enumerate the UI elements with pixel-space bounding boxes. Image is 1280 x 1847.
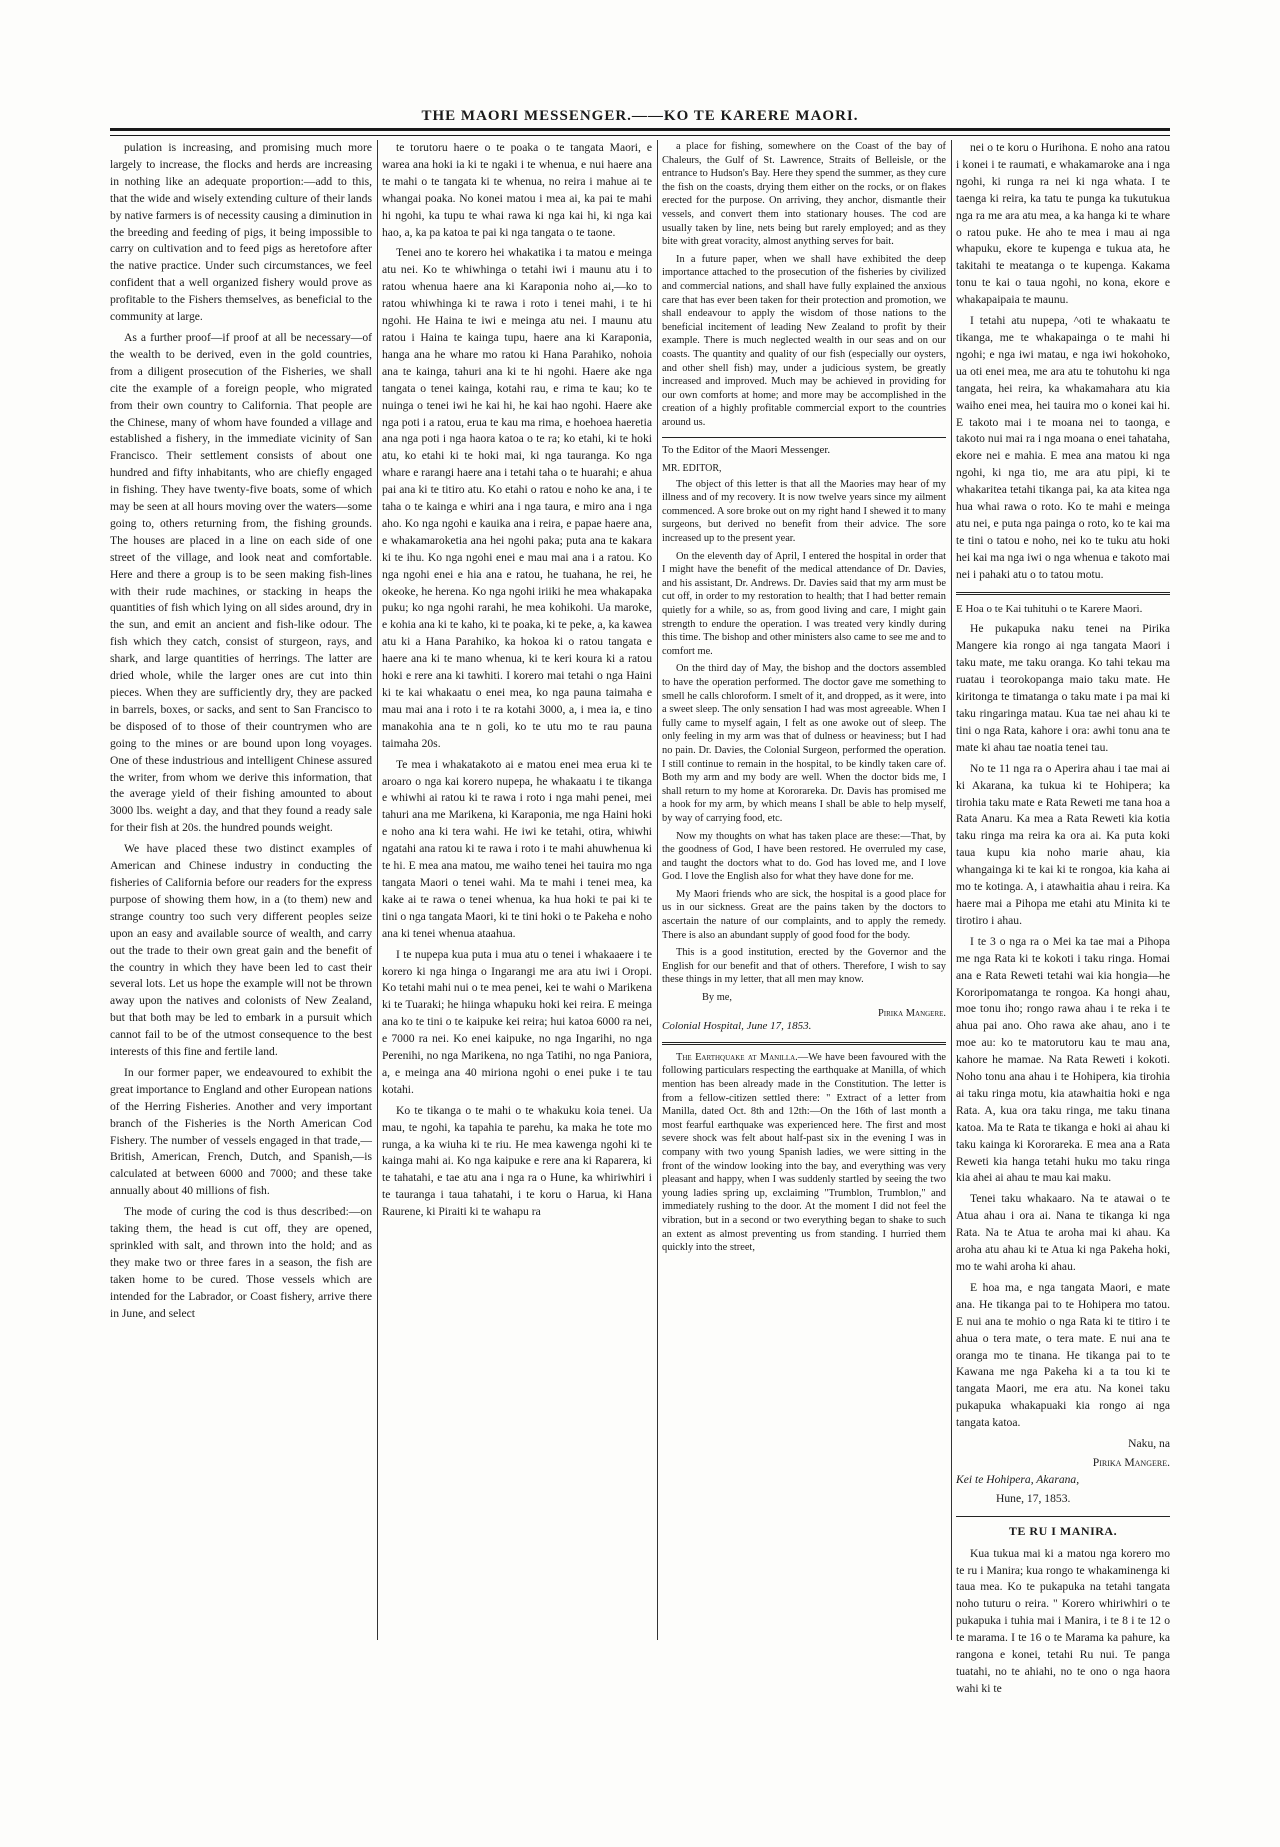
letter-paragraph: This is a good institution, erected by the Governor and the English for our benefit and that of others. Therefore, I wish to say these things in my letter, that all men may know. xyxy=(662,947,946,986)
column-4 xyxy=(956,140,1170,1695)
article-paragraph: The mode of curing the cod is thus described:—on taking them, the head is cut off, they are opened, sprinkled with salt, and thrown into the hold; and as they make two or three fares in a season, the fish are taken home to be cured. Those vessels which are intended for the Labrador, or Coast fishery, arrive there in June, and select xyxy=(110,1205,372,1320)
letter-paragraph: E hoa ma, e nga tangata Maori, e mate ana. He tikanga pai to te Hohipera mo tatou. E nui ana te mohio o nga Rata ki te titiro i te ahua o tera mate, o tera mate. E nui ana te oranga mo te tinana. He tikanga pai to te Kawana me nga Pakeha ki a ta tou ki te tangata Maori, me era atu. Na konei taku pukapuka whakapuaki kia rongo ai nga tangata katoa. xyxy=(956,1280,1170,1430)
letter-paragraph: No te 11 nga ra o Aperira ahau i tae mai ai ki Akarana, ka tukua ki te Hohipera; ka tirohia taku mate e Rata Reweti me tana hoa a Rata Anaru. Ka mea a Rata Reweti kia kotia taku ringa ma reira ka ora ai. Ka puta koki taua kupu kia noho marie ahau, kia whangainga ki te kai ki te rongoa, kia kaha ai mo te kotinga. A, i atawhaitia ahau i reira. Ka haere mai a Pihopa me etahi atu Minita ki te tirotiro i ahau. xyxy=(956,761,1170,927)
letter-paragraph: He pukapuka naku tenei na Pirika Mangere kia rongo ai nga tangata Maori i taku mate, me taku oranga. Ko tahi tekau ma ruatau i teorokopanga maio taku mate. He kiritonga te timatanga o taku mate i pa mai ki taku ringaringa matau. Kua tae nei ahau ki te tini o nga Rata, kahore i ora: awhi tonu ana te mate ki ahau tae noatia tenei tau. xyxy=(956,622,1170,754)
letter-paragraph: Now my thoughts on what has taken place are these:—That, by the goodness of God, I have been restored. He overruled my case, and taught the doctors what to do. God has loved me, and I love God. I love the English also for what they have done for me. xyxy=(662,830,946,883)
article-paragraph: a place for fishing, somewhere on the Coast of the bay of Chaleurs, the Gulf of St. Lawrence, Straits of Belleisle, or the entrance to Hudson's Bay. Here they spend the summer, as they cure the fish on the coasts, drying them either on the rocks, or on flakes erected for the purpose. On arriving, they anchor, dismantle their vessels, and convert them into stationary houses. The cod are usually taken by line, nets being but rarely employed; and as they bite with great voracity, almost anything serves for bait. xyxy=(662,141,946,248)
article-paragraph: As a further proof—if proof at all be necessary—of the wealth to be derived, even in the gold countries, from a diligent prosecution of the Fisheries, we shall cite the example of a foreign people, who migrated from their own country to California. That people are the Chinese, many of whom have founded a village and established a fishery, in the immediate vicinity of San Francisco. Their settlement consists of about one hundred and fifty inhabitants, who are chiefly engaged in fishing. They have twenty-five boats, some of which may be seen at all hours moving over the waters—some going to, others returning from, the fishing grounds. The houses are placed in a line on each side of one street of the village, and look neat and comfortable. Here and there a group is to be seen making fish-lines with their rude machines, or stacking in heaps the quantities of fish which lying on all sides around, dry in the sun, and emit an ancient and fish-like odour. The fish which they catch, consist of sturgeon, rays, and shark, and large quantities of herrings. The latter are dried whole, while the larger ones are cut into thin pieces. When they are sufficiently dry, they are packed in barrels, boxes, or sacks, and sent to San Francisco to be disposed of to those of their countrymen who are going to the mines or are bound upon long voyages. One of these industrious and intelligent Chinese assured the writer, from whom we derive this information, that the average yield of their fishing amounted to about 3000 lbs. weight a day, and that they found a ready sale for their fish at 20s. the hundred pounds weight. xyxy=(110,330,372,835)
letter-paragraph: On the eleventh day of April, I entered the hospital in order that I might have the benefit of the medical attendance of Dr. Davies, and his assistant, Dr. Andrews. Dr. Davies said that my arm must be cut off, in order to my restoration to health; that I had better remain quietly for a while, so as, from good living and care, I might gain strength to endure the operation. I was treated very kindly during this time. The bishop and other ministers also came to see me and to comfort me. xyxy=(662,550,946,657)
ru-article: Kua tukua mai ki a matou nga korero mo te ru i Manira; kua rongo te whakaminenga ki taua mea. Ko te pukapuka na tetahi tangata noho tuturu o reira. " Korero whiriwhiri o te pukapuka i tuhia mai i Manira, i te 8 i te 12 o te marama. I te 16 o te Marama ka pahure, ka rangona e konei, tetahi Ru nui. Te panga tuatahi, no te ahiahi, no te ono o nga haora wahi ki te xyxy=(956,1546,1170,1695)
letter-place-date: Colonial Hospital, June 17, 1853. xyxy=(662,1020,812,1033)
article-paragraph: te torutoru haere o te poaka o te tangata Maori, e warea ana hoki ia ki te ngaki i te whenua, e nui haere ana te mahi o te tangata ki te whenua, no reira i mahue ai te whangai poaka. No konei matou i mea ai, ka pai te mahi hi ngohi, ka tupu te whai rawa ki nga kai hi, ki nga kai hao, a, ka pa katoa te pai ki nga tangata o te taone. xyxy=(382,141,652,239)
signature-place: Kei te Hohipera, Akarana, xyxy=(956,1472,1080,1486)
masthead-title: THE MAORI MESSENGER.——KO TE KARERE MAORI. xyxy=(421,108,859,124)
column-1 xyxy=(110,140,372,1640)
letter-paragraph: On the third day of May, the bishop and the doctors assembled to have the operation performed. The doctor gave me something to smell he calls chloroform. I smelt of it, and dropped, as it were, into a sweet sleep. The only sensation I had was most agreeable. When I fully came to myself again, I felt as one awoke out of sleep. The only feeling in my arm was that of dulness or heaviness; but I had no pain. Dr. Davies, the Colonial Surgeon, performed the operation. I still continue to remain in the hospital, to be kindly taken care of. Both my arm and my body are well. When the doctor bids me, I shall return to my home at Kororareka. Dr. Davis has promised me a hook for my arm, by which means I shall be able to help myself, by way of carrying food, etc. xyxy=(662,663,946,824)
masthead-rule xyxy=(110,128,1170,136)
letter-heading: To the Editor of the Maori Messenger. xyxy=(662,444,831,457)
letter-by-me: By me, xyxy=(702,992,733,1004)
column-divider xyxy=(377,140,378,1640)
column-3 xyxy=(662,140,946,1640)
earthquake-article xyxy=(662,1051,946,1255)
letter-paragraph: I te 3 o nga ra o Mei ka tae mai a Pihopa me nga Rata ki te kokoti i taku ringa. Homai ana e Rata Reweti tetahi wai kia hongia—he Kororipomatanga te rongoa. Ka hongi ahau, moe tonu iho; rongo rawa ahau i te reka i te ahua pai ano. Oho rawa ake ahau, ano i te moe au: ko te matorutoru kau te mau ana, kahore he mamae. Na Rata Reweti i kokoti. Noho tonu ana ahau i te Hohipera, kia tirohia ai taku ringa motu, kia atawhaitia hoki e nga Rata. A, kua ora taku ringa, me taku tinana katoa. Ma te Rata te tikanga e hoki ai ahau ki taku kainga ki Kororareka. E mea ana a Rata Reweti kia hanga tetahi huku mo taku ringa kia ahei ai ahau te mau kai maku. xyxy=(956,934,1170,1185)
article-paragraph: I tetahi atu nupepa, ^oti te whakaatu te tikanga, me te whakapainga o te mahi hi ngohi; e nga iwi matau, e nga iwi hokohoko, ua oti enei mea, me ara atu te tohutohu ki nga tangata, hei reira, ka whakamahara atu kia waiho enei mea, hei tauira mo o konei kai hi. E takoto mai i te moana nei to taonga, e takoto nui mai ra i nga moana o enei tahataha, ekore nei e mahia. E mea ana matou ki nga ngohi, ki nga tio, me ara atu pipi, ki te whakaritea tetahi tikanga pai, ka ata kitea nga hua whai rawa o roto. Ko te mahi e meinga atu nei, e puta nga painga o roto, ko te kai ma te tini o tatou e noho, nei ko te tuku atu hoki hei kai ma nga iwi o nga whenua e takoto mai nei i pahaki atu o to tatou motu. xyxy=(956,314,1170,581)
column-divider xyxy=(657,140,658,1640)
column-2 xyxy=(382,140,652,1640)
letter-heading-maori: E Hoa o te Kai tuhituhi o te Karere Maori. xyxy=(956,602,1143,615)
ru-heading: TE RU I MANIRA. xyxy=(1008,1523,1118,1538)
letter-paragraph: The object of this letter is that all the Maories may hear of my illness and of my recovery. It is now twelve years since my ailment commenced. A sore broke out on my right hand I shewed it to many surgeons, but derived no benefit from their advice. The sore increased up to the present year. xyxy=(662,478,946,545)
signature-name: Pirika Mangere. xyxy=(1092,1455,1170,1469)
article-paragraph: In our former paper, we endeavoured to exhibit the great importance to England and other European nations of the Herring Fisheries. Another and very important branch of the Fisheries is the North American Cod Fishery. The number of vessels engaged in that trade,—British, American, French, Dutch, and Spanish,—is calculated at between 6000 and 7000; and these take annually about 40 millions of fish. xyxy=(110,1065,372,1198)
earthquake-text: —We have been favoured with the following particulars respecting the earthquake at Manilla, of which mention has been already made in the Constitution. The letter is from a fellow-citizen settled there: " Extract of a letter from Manilla, dated Oct. 8th and 12th:—On the 16th of last month a most fearful earthquake was experienced here. The first and most severe shock was felt about half-past six in the evening I was in company with two young Spanish ladies, we were sitting in the front of the window looking into the bay, and everything was very pleasant and happy, when I was suddenly startled by seeing the two young ladies spring up, exclaiming "Trumblon, Trumblon," and immediately rushing to the door. At the moment I did not feel the vibration, but in a second or two everything began to shake to such an extent as almost preventing us from standing. I hurried them quickly into the street, xyxy=(662,1051,946,1254)
section-rule xyxy=(956,592,1170,595)
article-paragraph: In a future paper, when we shall have exhibited the deep importance attached to the prosecution of the fisheries by civilized and commercial nations, and shall have fully explained the anxious care that has ever been taken for their protection and promotion, we shall endeavour to apply the wisdom of those nations to the beneficial incitement of leading New Zealand to profit by their example. There is much neglected wealth in our seas and on our coasts. The quantity and quality of our fish (especially our oysters, and other shell fish) may, under a judicious system, be greatly increased and improved. Much may be achieved in providing for our own comforts at home; and more may be accomplished in the creation of a highly profitable commercial export to the countries around us. xyxy=(662,253,946,428)
section-rule xyxy=(662,437,946,438)
section-rule xyxy=(956,1516,1170,1517)
letter-paragraph: Tenei taku whakaaro. Na te atawai o te Atua ahau i ora ai. Nana te tikanga ki nga Rata. Na te Atua te aroha mai ki ahau. Ka aroha atu ahau ki te Atua ki nga Pakeha hoki, mo te wahi aroha ki ahau. xyxy=(956,1192,1170,1273)
article-paragraph: pulation is increasing, and promising much more largely to increase, the flocks and herds are increasing in nothing like an adequate proportion:—add to this, that the wide and wisely extending culture of their lands by native farmers is of necessity causing a diminution in the breeding and feeding of pigs, it being impossible to carry on cultivation and to feed pigs as heretofore after the native practice. Under such circumstances, we feel confident that a well organized fishery would prove as profitable to the Fishers themselves, as beneficial to the community at large. xyxy=(110,141,372,324)
article-paragraph: Tenei ano te korero hei whakatika i ta matou e meinga atu nei. Ko te whiwhinga o tetahi iwi i maunu atu i to ratou whenua haere ana ki Karaponia noho ai,—ko to ratou whiwhinga ki te rawa i roto i tenei mahi, i te hi ngohi. He Haina te iwi e meinga atu nei. I maunu atu ratou i Haina te kainga tupu, haere ana ki Karaponia, hanga ana he whare mo ratou ki Hana Parahiko, nohoia ana te kainga, tahuri ana ki te hi ngohi. Haere ake nga tangata o tenei kainga, kotahi rau, e rima te kau; ko te nuinga o tenei iwi he kai hi, he kai hao ngohi. Haere ake nga poti i a ratou, erua te kau ma rima, e hoehoea haeretia ana nga poti i nga haora katoa o te ra; ko etahi, ki te hoki atu, ko etahi ki te hoki mai, ki nga tauranga. Ko nga whare e rarangi haere ana i tetahi taha o te huarahi; e ahua pai ana ki te titiro atu. Ko etahi o ratou e noho ke ana, i te taha o te kainga e whiri ana i nga taura, e miro ana i nga aho. Ko nga ngohi e kauika ana i reira, e papae haere ana, e whakamaroketia ana hei ngohi paka; puta ana te kakara ki te ihu. Ko nga ngohi enei e mau mai ana i a ratou. Ko nga ngohi enei e hia ana e ratou, he tuahana, he rei, he okeoke, he herena. Ko nga ngohi iriiki he mea whakapaka puku; ko nga ngohi rarahi, he mea kohikohi. Ua maroke, e kohia ana ki te kaho, ki te poaka, ki te peke, a, ka kawea atu ki a Hana Parahiko, ka hokoa ki o ratou tangata e haere ana ki te mano whenua, ki te keri koura ki a ratou hoki e rere ana ki tawhiti. I korero mai tetahi o nga Haini ki te kai whakaatu o enei mea, ko nga pauna taimaha e mau mai ana i roto i te ra kotahi 3000, a, i mea ia, e tino manakohia ana te n goli, ko te utu mo te rau pauna taimaha 20s. xyxy=(382,246,652,750)
column-divider xyxy=(951,140,952,1640)
article-paragraph: We have placed these two distinct examples of American and Chinese industry in conducting the fisheries of California before our readers for the express purpose of showing them how, in a (to them) new and strange country too such very different peoples seize upon an easy and available source of wealth, and carry out the trade to their own great gain and the benefit of the country in which they have been led to cast their several lots. Let us hope the example will not be thrown away upon the natives and colonists of New Zealand, but that both may be led to embark in a pursuit which cannot fail to be of the utmost consequence to the best interests of this fine and fertile land. xyxy=(110,842,372,1059)
earthquake-lead: The Earthquake at Manilla. xyxy=(676,1051,798,1063)
signature-date: Hune, 17, 1853. xyxy=(996,1491,1071,1505)
signature-naku: Naku, na xyxy=(1128,1437,1170,1451)
article-paragraph: Te mea i whakatakoto ai e matou enei mea erua ki te aroaro o nga kai korero nupepa, he whakaatu i te tikanga e whiwhi ai ratou ki te rawa i roto i nga mahi penei, mei tahuri ana me Marikena, ki Karaponia, me nga Haini hoki e noho ana ki tera wahi. He iwi ke tetahi, otira, whiwhi ngatahi ana ratou ki te rawa i roto i te mahi ahuwhenua ki te hi. E mea ana matou, me waiho tenei hei tauira mo nga tangata Maori o tenei wahi. Ma te mahi i tenei mea, ka kake ai te rawa o tenei whenua, ka hua hoki te pai ki te tini o nga tangata Maori, ki te tini hoki o te Pakeha e noho ana ki tenei whenua ataahua. xyxy=(382,757,652,940)
article-paragraph: I te nupepa kua puta i mua atu o tenei i whakaaere i te korero ki nga hinga o Ingarangi me ara atu iwi i Oropi. Ko tetahi mahi nui o te mea penei, kei te wahi o Marikena ki te Tuaraki; he hiinga whapuku hoki kei reira. E meinga ana ko te tini o te kaipuke kei reira; hui katoa 6000 ra nei, e 7000 ra nei. Ko enei kaipuke, no nga Ingarihi, no nga Perenihi, no nga Marikena, no nga Tatihi, no nga Paniora, a, e meinga ana 40 miriona ngohi o enei puke i te tau kotahi. xyxy=(382,947,652,1096)
letter-salutation: MR. EDITOR, xyxy=(662,463,722,475)
letter-paragraph: My Maori friends who are sick, the hospital is a good place for us in our sickness. Great are the pains taken by the doctors to ascertain the nature of our complaints, and to apply the remedy. There is also an abundant supply of good food for the body. xyxy=(662,888,946,941)
article-paragraph: Ko te tikanga o te mahi o te whakuku koia tenei. Ua mau, te ngohi, ka tapahia te parehu, ka maka he tote mo runga, a ka wiuha ki te riu. He mea kawenga ngohi ki te kainga mahi ai. Ko nga kaipuke e rere ana ki Raparera, ki te tahatahi, e tae atu ana i nga ra o Hune, ka whiriwhiri i te tauranga i taua tahatahi, i te koru o Harua, ki Hana Raurene, ki Piraiti ki te wahapu ra xyxy=(382,1103,652,1219)
article-paragraph: nei o te koru o Hurihona. E noho ana ratou i konei i te raumati, e whakamaroke ana i nga ngohi, ki runga ra nei ki nga whata. I te taenga ki reira, ka tatu te punga ka tukutukua nga ra me ara atu mea, a ka hanga ki te whare o ratou puke. He aho te mea i mau ai nga whapuku, ekore te kupenga e tukua ata, he takitahi te meatanga o te kupenga. Kakama tonu te kai o taua ngohi, no kona, ekore e whakapaipaia te maunu. xyxy=(956,141,1170,307)
letter-signature: Pirika Mangere. xyxy=(877,1007,946,1019)
section-rule xyxy=(662,1042,946,1045)
